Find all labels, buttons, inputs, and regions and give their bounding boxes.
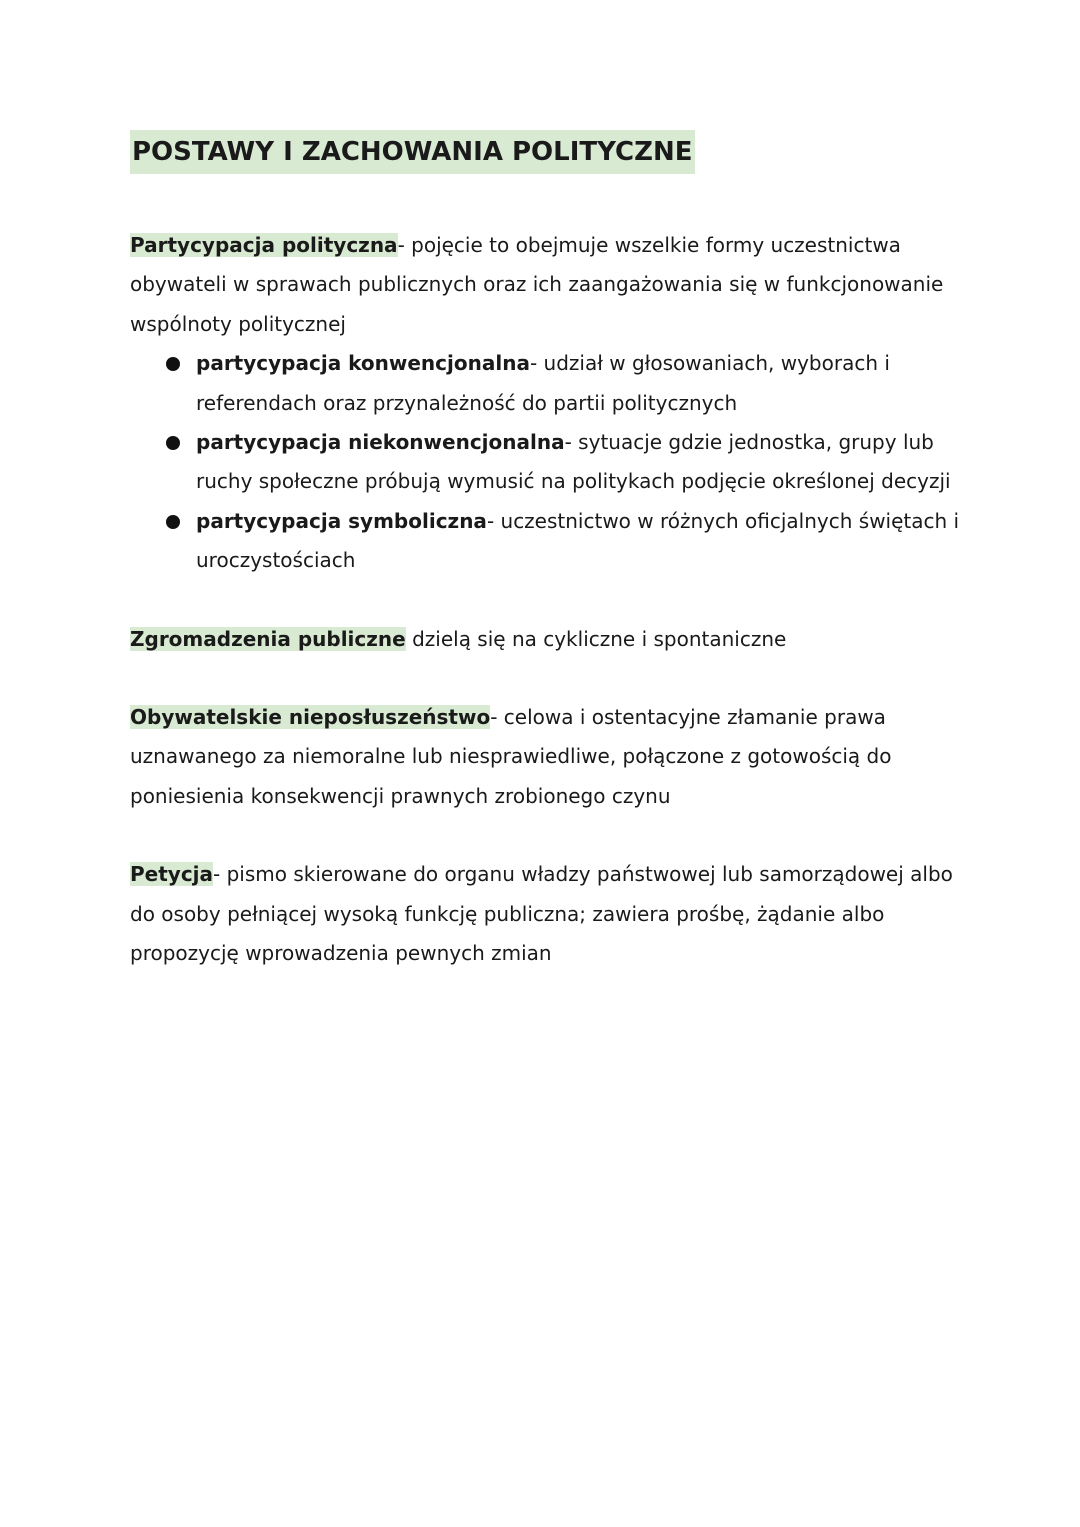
bullet-term: partycypacja konwencjonalna <box>196 351 530 376</box>
definition-zgromadzenia-publiczne <box>130 620 960 659</box>
term-highlight: Zgromadzenia publiczne <box>130 626 406 651</box>
definition-text: - pismo skierowane do organu władzy państwowej lub samorządowej albo do osoby pełniącej wysoką funkcję publiczna; zawiera prośbę, żądanie albo propozycję wprowadzenia pewnych zmian <box>130 862 953 966</box>
term-highlight: Petycja <box>130 862 214 887</box>
bullet-term: partycypacja symboliczna <box>196 508 487 533</box>
definition-obywatelskie-nieposluszenstwo <box>130 698 960 816</box>
bullet-term: partycypacja niekonwencjonalna <box>196 430 565 455</box>
bullet-icon <box>166 436 180 450</box>
bullet-text: - sytuacje gdzie jednostka, grupy lub ruchy społeczne próbują wymusić na politykach podjęcie określonej decyzji <box>196 430 951 494</box>
bullet-text: - udział w głosowaniach, wyborach i referendach oraz przynależność do partii politycznych <box>196 351 890 415</box>
definition-partycypacja-polityczna <box>130 226 960 344</box>
page-title: POSTAWY I ZACHOWANIA POLITYCZNE <box>130 130 695 174</box>
bullet-icon <box>166 515 180 529</box>
term-highlight: Obywatelskie nieposłuszeństwo <box>130 705 491 730</box>
bullet-text: - uczestnictwo w różnych oficjalnych świętach i uroczystościach <box>196 508 960 573</box>
definition-text: dzielą się na cykliczne i spontaniczne <box>405 626 787 651</box>
list-item <box>196 502 960 581</box>
definition-text: - celowa i ostentacyjne złamanie prawa uznawanego za niemoralne lub niesprawiedliwe, połączone z gotowością do poniesienia konsekwencji prawnych zrobionego czynu <box>130 705 892 808</box>
list-item <box>196 344 960 423</box>
list-item <box>196 423 960 502</box>
document-page <box>130 130 960 974</box>
participation-types-list <box>130 344 960 580</box>
term-highlight: Partycypacja polityczna <box>130 233 398 257</box>
bullet-icon <box>166 357 180 371</box>
definition-text: - pojęcie to obejmuje wszelkie formy uczestnictwa obywateli w sprawach publicznych oraz ich zaangażowania się w funkcjonowanie wspólnoty politycznej <box>130 233 944 336</box>
definition-petycja <box>130 855 960 973</box>
